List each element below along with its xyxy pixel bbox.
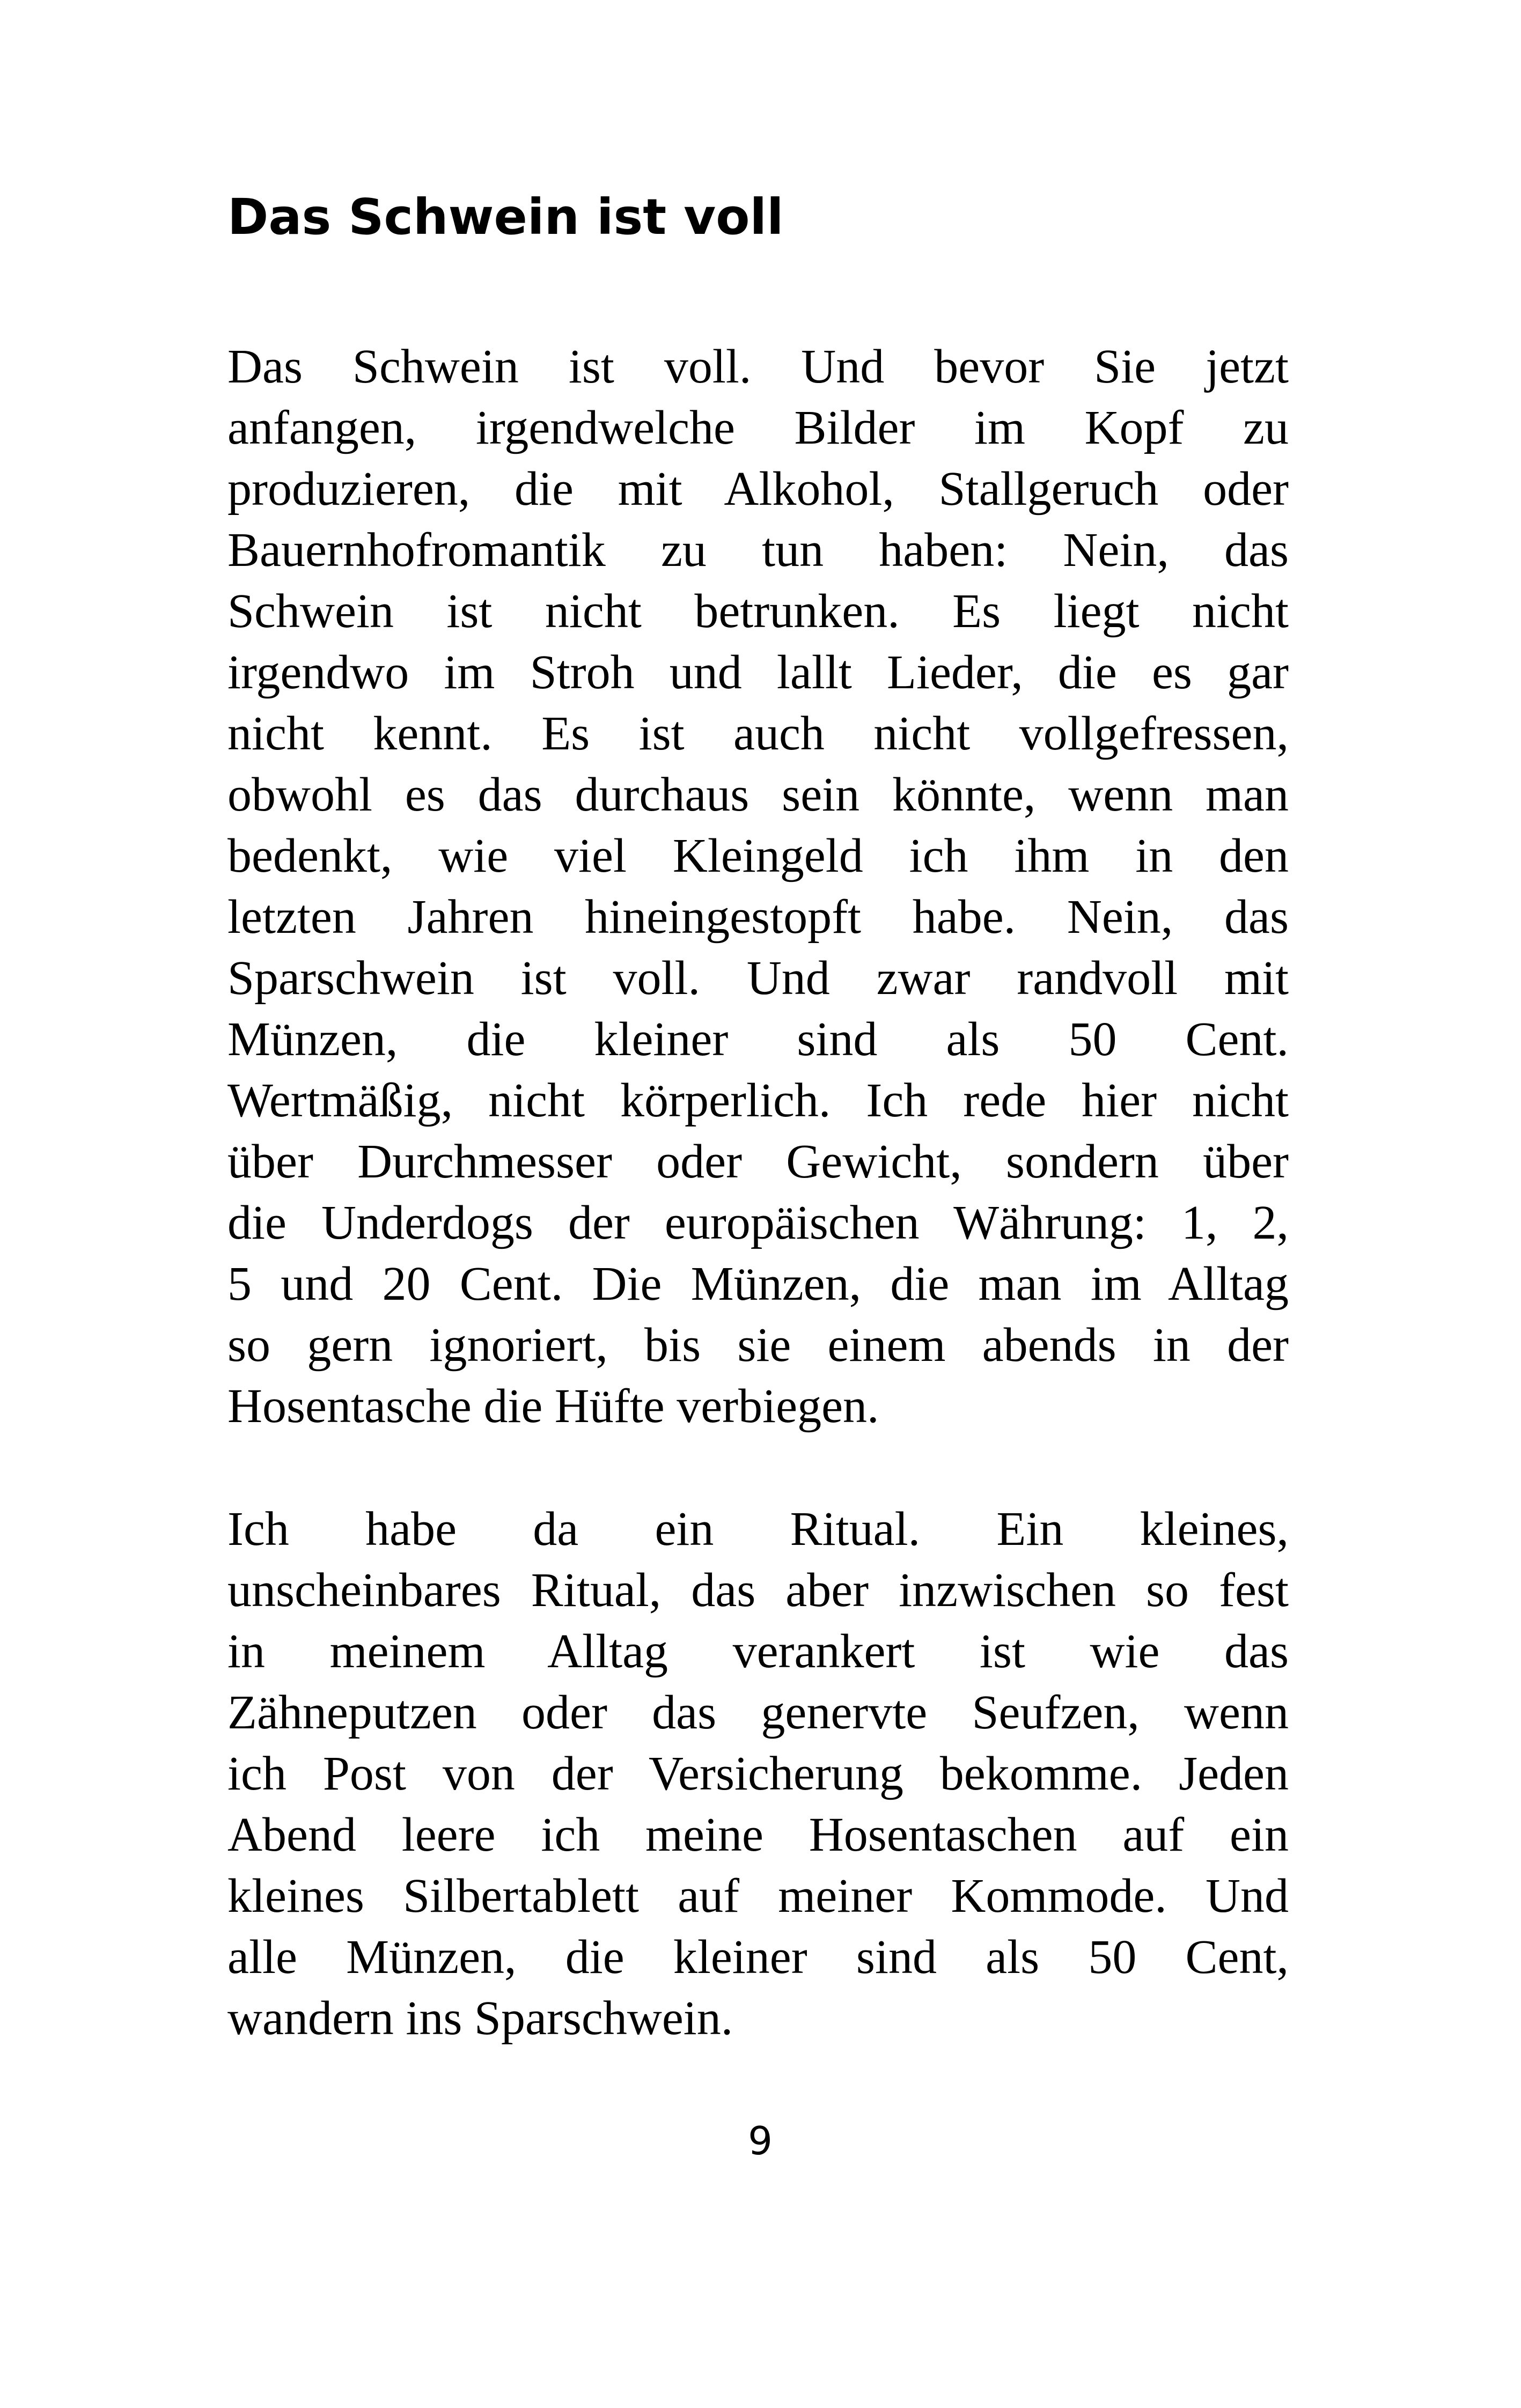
paragraph-2 <box>227 1499 1289 2049</box>
text-line: Wertmäßig, nicht körperlich. Ich rede hier nicht <box>227 1074 1289 1127</box>
paragraph-1 <box>227 336 1289 1437</box>
text-line: Hosentasche die Hüfte verbiegen. <box>227 1380 879 1433</box>
text-line: die Underdogs der europäischen Währung: 1, 2, <box>227 1196 1289 1249</box>
text-line: irgendwo im Stroh und lallt Lieder, die es gar <box>227 646 1289 699</box>
text-line: Schwein ist nicht betrunken. Es liegt nicht <box>227 585 1289 638</box>
text-line: über Durchmesser oder Gewicht, sondern über <box>227 1135 1289 1188</box>
text-line: alle Münzen, die kleiner sind als 50 Cent, <box>227 1931 1289 1984</box>
text-line: Sparschwein ist voll. Und zwar randvoll mit <box>227 952 1289 1005</box>
text-line: anfangen, irgendwelche Bilder im Kopf zu <box>227 401 1289 454</box>
text-line: Das Schwein ist voll. Und bevor Sie jetzt <box>227 340 1289 393</box>
text-line: in meinem Alltag verankert ist wie das <box>227 1625 1289 1678</box>
text-line: kleines Silbertablett auf meiner Kommode. Und <box>227 1869 1289 1923</box>
text-line: 5 und 20 Cent. Die Münzen, die man im Alltag <box>227 1257 1289 1310</box>
text-line: Münzen, die kleiner sind als 50 Cent. <box>227 1013 1289 1066</box>
text-line: wandern ins Sparschwein. <box>227 1992 733 2045</box>
text-line: unscheinbares Ritual, das aber inzwischen so fest <box>227 1564 1289 1617</box>
text-line: ich Post von der Versicherung bekomme. Jeden <box>227 1747 1289 1800</box>
text-line: so gern ignoriert, bis sie einem abends in der <box>227 1319 1289 1372</box>
chapter-heading: Das Schwein ist voll <box>227 188 784 246</box>
text-line: Ich habe da ein Ritual. Ein kleines, <box>227 1503 1289 1556</box>
page-number: 9 <box>748 2118 773 2163</box>
text-line: Bauernhofromantik zu tun haben: Nein, das <box>227 524 1289 577</box>
text-line: Zähneputzen oder das genervte Seufzen, wenn <box>227 1686 1289 1739</box>
text-line: obwohl es das durchaus sein könnte, wenn man <box>227 768 1289 821</box>
text-line: bedenkt, wie viel Kleingeld ich ihm in den <box>227 829 1289 882</box>
text-line: Abend leere ich meine Hosentaschen auf ein <box>227 1808 1289 1861</box>
text-line: letzten Jahren hineingestopft habe. Nein, das <box>227 890 1289 944</box>
text-line: produzieren, die mit Alkohol, Stallgeruch oder <box>227 462 1289 516</box>
text-line: nicht kennt. Es ist auch nicht vollgefressen, <box>227 707 1289 760</box>
